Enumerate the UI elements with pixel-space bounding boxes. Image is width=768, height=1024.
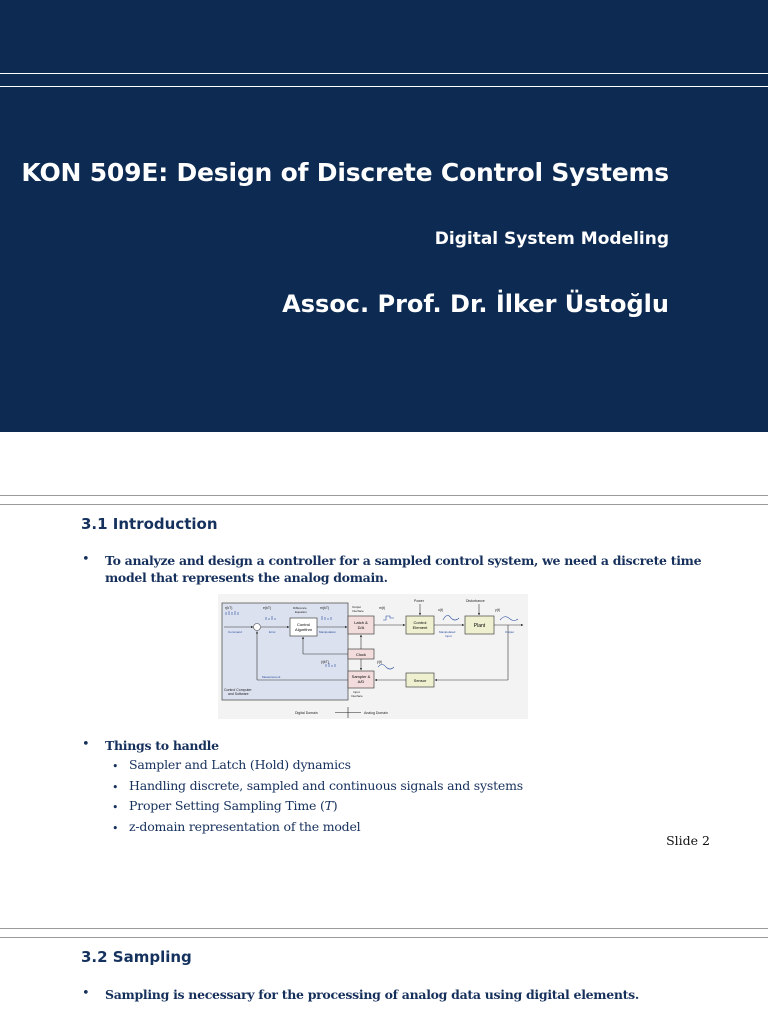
section-title-introduction: 3.1 Introduction [81, 515, 218, 533]
label-r-kt: r(kT) [225, 606, 233, 610]
label-m-t: m(t) [379, 606, 386, 610]
control-algorithm-label-1: Control [297, 622, 310, 627]
section-title-sampling: 3.2 Sampling [81, 948, 192, 966]
label-digital-domain: Digital Domain [295, 711, 318, 715]
sub-bullet-marker: • [112, 781, 119, 794]
label-y-t: y(t) [495, 608, 501, 612]
control-element-label-1: Control [413, 620, 427, 625]
label-control-computer-2: and Software [228, 692, 249, 696]
label-error: Error [269, 630, 276, 634]
lecture-subtitle: Digital System Modeling [434, 229, 669, 249]
clock-label: Clock [355, 652, 367, 657]
sampler-label-2: A/D [357, 679, 365, 684]
latch-label-2: D/A [357, 625, 365, 630]
label-y-hat-t: ŷ(t) [377, 660, 383, 664]
label-output-interface-2: Interface [352, 609, 364, 613]
label-manipulation: Manipulation [319, 630, 337, 634]
label-e-kt: e(kT) [263, 606, 272, 610]
label-measurement: Measurement [262, 675, 281, 679]
label-output-interface-1: Output [352, 605, 362, 609]
slide3-rule-bottom [0, 937, 768, 938]
bullet-marker: • [82, 552, 90, 567]
label-m-kt: m(kT) [320, 606, 330, 610]
label-manipulated-input-2: Input [445, 634, 452, 638]
sub-bullet-handling: Handling discrete, sampled and continuous signals and systems [129, 778, 523, 793]
latch-label-1: Latch & [354, 620, 368, 625]
summing-junction [254, 624, 261, 631]
sampling-time-text: Proper Setting Sampling Time ( [129, 798, 325, 813]
sub-bullet-sampler: Sampler and Latch (Hold) dynamics [129, 757, 351, 772]
bullet-text-analyze: To analyze and design a controller for a sampled control system, we need a discrete time model that represents the analog domain. [105, 553, 702, 585]
title-rule-bottom [0, 86, 768, 87]
slide3-rule-top [0, 928, 768, 929]
label-manipulated-input-1: Manipulated [439, 630, 456, 634]
bullet-marker: • [82, 737, 90, 752]
label-equation: Equation [295, 610, 307, 614]
title-slide [0, 0, 768, 432]
sampler-label-1: Sampler & [351, 674, 371, 679]
bullet-text-sampling: Sampling is necessary for the processing of analog data using digital elements. [105, 987, 639, 1002]
course-title: KON 509E: Design of Discrete Control Systems [21, 158, 669, 187]
sub-bullet-sampling-time [129, 798, 337, 813]
label-difference: Difference [293, 606, 307, 610]
label-disturbance: Disturbance [466, 599, 485, 603]
plant-label: Plant [473, 623, 486, 629]
control-algorithm-label-2: Algorithm [295, 627, 312, 632]
label-command: Command [228, 630, 242, 634]
sampling-time-symbol: T [324, 798, 333, 813]
sub-bullet-marker: • [112, 822, 119, 835]
slide2-rule-bottom [0, 504, 768, 505]
label-control-computer-1: Control Computer [224, 688, 252, 692]
sub-bullet-marker: • [112, 801, 119, 814]
bullet-marker: • [82, 986, 90, 1001]
label-input-interface-2: Interface [351, 694, 363, 698]
label-power: Power [414, 599, 424, 603]
label-y-hat-kt: ŷ(kT) [321, 660, 329, 664]
label-output: Output [505, 630, 515, 634]
label-u-t: u(t) [438, 608, 444, 612]
control-computer-region [222, 603, 348, 700]
author-name: Assoc. Prof. Dr. İlker Üstoğlu [282, 290, 669, 318]
sub-bullet-marker: • [112, 760, 119, 773]
control-element-label-2: Element [412, 625, 428, 630]
sampling-time-close: ) [332, 798, 338, 813]
label-input-interface-1: Input [353, 690, 360, 694]
bullet-text-things: Things to handle [105, 738, 219, 753]
label-analog-domain: Analog Domain [364, 711, 388, 715]
sensor-label: Sensor [413, 678, 427, 683]
sampled-control-system-diagram [218, 594, 528, 719]
title-rule-top [0, 73, 768, 74]
sub-bullet-z-domain: z-domain representation of the model [129, 819, 361, 834]
slide-number: Slide 2 [666, 833, 710, 848]
slide2-rule-top [0, 495, 768, 496]
